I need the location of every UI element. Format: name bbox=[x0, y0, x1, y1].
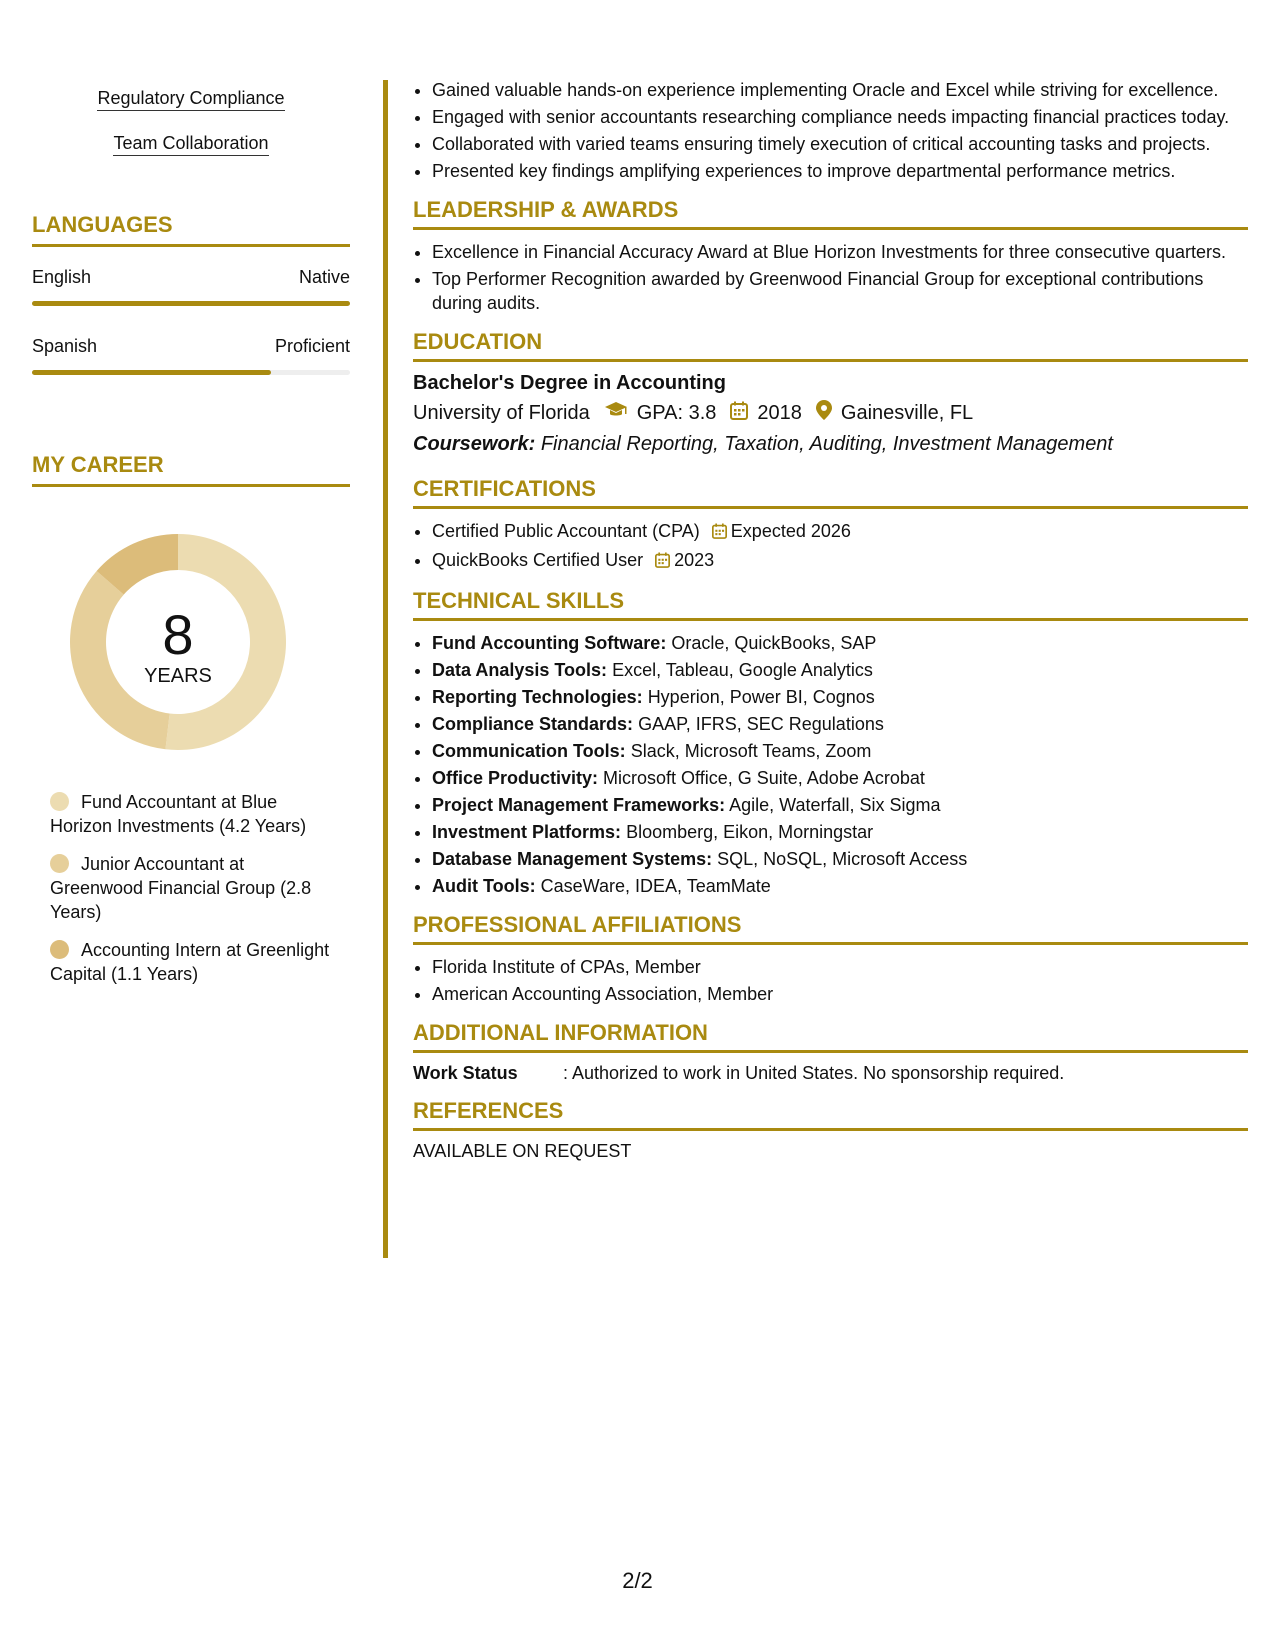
donut-segment bbox=[70, 571, 170, 749]
legend-dot bbox=[50, 792, 69, 811]
column-divider bbox=[383, 80, 388, 1258]
career-donut-chart bbox=[66, 530, 290, 754]
list-item: • Collaborated with varied teams ensuring timely execution of critical accounting tasks and projects. bbox=[432, 132, 1248, 156]
list-item: • Certified Public Accountant (CPA) Expected 2026 bbox=[432, 519, 1248, 545]
section-heading: REFERENCES bbox=[413, 1098, 1248, 1131]
language-name: English bbox=[32, 267, 92, 287]
affiliations-section bbox=[413, 912, 1248, 1006]
list-item: • Investment Platforms: Bloomberg, Eikon, Morningstar bbox=[432, 820, 1248, 844]
legend-dot bbox=[50, 854, 69, 873]
location-pin-icon bbox=[816, 400, 832, 426]
section-heading: LEADERSHIP & AWARDS bbox=[413, 197, 1248, 230]
page-number: 2/2 bbox=[622, 1568, 653, 1593]
career-total-number: 8 bbox=[162, 603, 194, 666]
languages-heading: LANGUAGES bbox=[32, 212, 350, 247]
career-heading: MY CAREER bbox=[32, 452, 350, 487]
list-item: • QuickBooks Certified User 2023 bbox=[432, 548, 1248, 574]
section-heading: ADDITIONAL INFORMATION bbox=[413, 1020, 1248, 1053]
section-heading: CERTIFICATIONS bbox=[413, 476, 1248, 509]
list-item: • Gained valuable hands-on experience implementing Oracle and Excel while striving for excellence. bbox=[432, 78, 1248, 102]
calendar-icon bbox=[712, 521, 727, 545]
language-level: Native bbox=[298, 267, 350, 287]
education-meta bbox=[413, 400, 1248, 426]
list-item: • Excellence in Financial Accuracy Award at Blue Horizon Investments for three consecutive quarters. bbox=[432, 240, 1248, 264]
language-name: Spanish bbox=[32, 336, 98, 356]
degree-title: Bachelor's Degree in Accounting bbox=[413, 372, 726, 394]
language-bar bbox=[32, 370, 350, 375]
technical-skills-section bbox=[413, 588, 1248, 898]
experience-bullets bbox=[413, 78, 1248, 183]
work-status-value: : Authorized to work in United States. No sponsorship required. bbox=[563, 1063, 1065, 1083]
references-section bbox=[413, 1098, 1248, 1162]
list-item: • American Accounting Association, Member bbox=[432, 982, 1248, 1006]
education-section bbox=[413, 329, 1248, 456]
work-status-key: Work Status bbox=[413, 1063, 518, 1083]
school-name: University of Florida bbox=[413, 401, 590, 424]
list-item: • Presented key findings amplifying experiences to improve departmental performance metrics. bbox=[432, 159, 1248, 183]
right-column bbox=[413, 78, 1248, 1162]
list-item: • Database Management Systems: SQL, NoSQL, Microsoft Access bbox=[432, 847, 1248, 871]
list-item: • Engaged with senior accountants researching compliance needs impacting financial practices today. bbox=[432, 105, 1248, 129]
section-heading: TECHNICAL SKILLS bbox=[413, 588, 1248, 621]
legend-dot bbox=[50, 940, 69, 959]
list-item: • Data Analysis Tools: Excel, Tableau, Google Analytics bbox=[432, 658, 1248, 682]
calendar-icon bbox=[730, 401, 748, 426]
coursework: Coursework: Financial Reporting, Taxation, Auditing, Investment Management bbox=[413, 433, 1113, 455]
graduation-year: 2018 bbox=[757, 401, 802, 424]
work-status-row bbox=[413, 1063, 1248, 1084]
list-item: • Florida Institute of CPAs, Member bbox=[432, 955, 1248, 979]
list-item: • Fund Accounting Software: Oracle, QuickBooks, SAP bbox=[432, 631, 1248, 655]
gpa: GPA: 3.8 bbox=[636, 401, 717, 424]
skill-item: Team Collaboration bbox=[32, 133, 350, 154]
references-text: AVAILABLE ON REQUEST bbox=[413, 1141, 632, 1161]
career-legend-item: Accounting Intern at Greenlight Capital (1.1 Years) bbox=[50, 940, 330, 984]
section-heading: EDUCATION bbox=[413, 329, 1248, 362]
list-item: • Compliance Standards: GAAP, IFRS, SEC Regulations bbox=[432, 712, 1248, 736]
list-item: • Audit Tools: CaseWare, IDEA, TeamMate bbox=[432, 874, 1248, 898]
list-item: • Top Performer Recognition awarded by Greenwood Financial Group for exceptional contributions during audits. bbox=[432, 267, 1248, 315]
list-item: • Project Management Frameworks: Agile, Waterfall, Six Sigma bbox=[432, 793, 1248, 817]
list-item: • Office Productivity: Microsoft Office, G Suite, Adobe Acrobat bbox=[432, 766, 1248, 790]
language-bar bbox=[32, 301, 350, 306]
additional-info-section bbox=[413, 1020, 1248, 1084]
calendar-icon bbox=[655, 550, 670, 574]
language-level: Proficient bbox=[274, 336, 350, 356]
school-location: Gainesville, FL bbox=[840, 401, 974, 424]
leadership-section bbox=[413, 197, 1248, 315]
career-legend-item: Fund Accountant at Blue Horizon Investments (4.2 Years) bbox=[50, 792, 307, 836]
section-heading: PROFESSIONAL AFFILIATIONS bbox=[413, 912, 1248, 945]
certifications-section bbox=[413, 476, 1248, 574]
list-item: • Communication Tools: Slack, Microsoft Teams, Zoom bbox=[432, 739, 1248, 763]
list-item: • Reporting Technologies: Hyperion, Power BI, Cognos bbox=[432, 685, 1248, 709]
career-total-unit: YEARS bbox=[144, 665, 212, 687]
graduation-cap-icon bbox=[604, 401, 628, 425]
career-legend-item: Junior Accountant at Greenwood Financial Group (2.8 Years) bbox=[50, 854, 312, 922]
skill-item: Regulatory Compliance bbox=[32, 88, 350, 109]
